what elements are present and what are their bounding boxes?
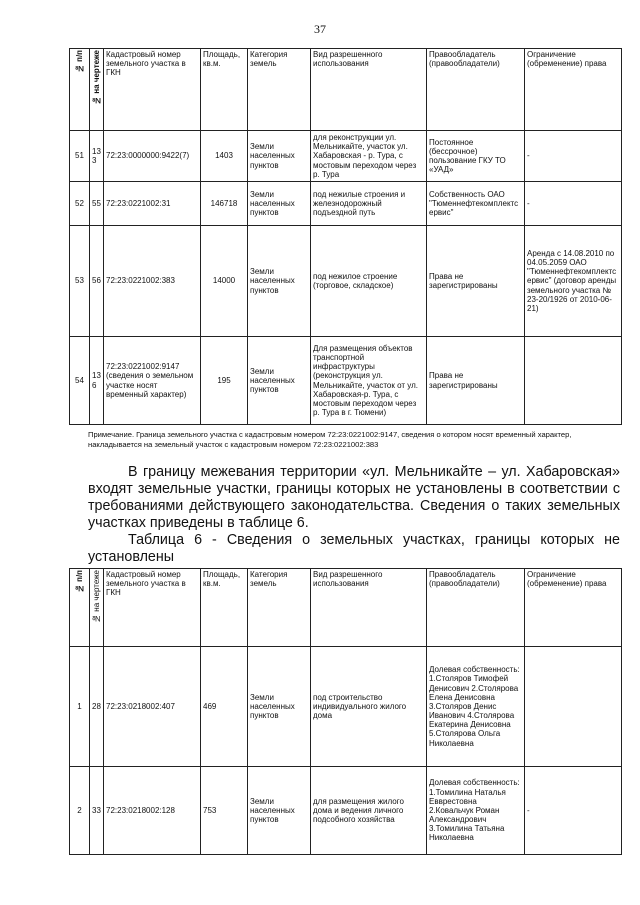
cell-drawing-no: 33	[90, 767, 104, 855]
cell-restriction	[525, 647, 622, 767]
header-num: № п/п	[70, 569, 90, 647]
cell-owner: Долевая собственность: 1.Томилина Наталья Евврестовна 2.Ковальчук Роман Александрович 3.Томилина Татьяна Николаевна	[427, 767, 525, 855]
table-row	[70, 226, 622, 337]
cell-category: Земли населенных пунктов	[248, 182, 311, 226]
cell-owner: Долевая собственность: 1.Столяров Тимофей Денисович 2.Столярова Елена Денисовна 3.Столяров Денис Иванович 4.Столярова Екатерина Денисовна 5.Столярова Ольга Николаевна	[427, 647, 525, 767]
cell-category: Земли населенных пунктов	[248, 647, 311, 767]
cell-restriction: -	[525, 182, 622, 226]
cell-area: 146718	[201, 182, 248, 226]
cell-drawing-no: 56	[90, 226, 104, 337]
cell-num: 54	[70, 337, 90, 425]
header-cadastral: Кадастровый номер земельного участка в ГКН	[104, 569, 201, 647]
cell-cadastral: 72:23:0221002:383	[104, 226, 201, 337]
cell-owner: Права не зарегистрированы	[427, 226, 525, 337]
land-plots-table-5	[69, 48, 622, 425]
cell-num: 51	[70, 131, 90, 182]
cell-drawing-no: 28	[90, 647, 104, 767]
cell-use: под нежилые строения и железнодорожный подъездной путь	[311, 182, 427, 226]
cell-area: 195	[201, 337, 248, 425]
cell-cadastral: 72:23:0218002:128	[104, 767, 201, 855]
cell-cadastral: 72:23:0221002:9147 (сведения о земельном участке носят временный характер)	[104, 337, 201, 425]
cell-restriction: -	[525, 767, 622, 855]
table-caption: Таблица 6 - Сведения о земельных участках, границы которых не установлены	[88, 532, 620, 565]
cell-owner: Постоянное (бессрочное) пользование ГКУ ТО «УАД»	[427, 131, 525, 182]
cell-category: Земли населенных пунктов	[248, 226, 311, 337]
cell-drawing-no: 133	[90, 131, 104, 182]
cell-restriction: -	[525, 131, 622, 182]
table-header-row	[70, 49, 622, 131]
cell-use: под нежилое строение (торговое, складское)	[311, 226, 427, 337]
body-paragraph: В границу межевания территории «ул. Мельникайте – ул. Хабаровская» входят земельные участки, границы которых не установлены в соответствии с требованиями действующего законодательства. Сведения о таких земельных участках приведены в таблице 6.	[88, 464, 620, 531]
header-use: Вид разрешенного использования	[311, 569, 427, 647]
table-row	[70, 182, 622, 226]
cell-owner: Права не зарегистрированы	[427, 337, 525, 425]
header-area: Площадь, кв.м.	[201, 569, 248, 647]
cell-area: 1403	[201, 131, 248, 182]
cell-area: 753	[201, 767, 248, 855]
header-use: Вид разрешенного использования	[311, 49, 427, 131]
cell-drawing-no: 136	[90, 337, 104, 425]
table-row	[70, 767, 622, 855]
table-row	[70, 131, 622, 182]
header-owner: Правообладатель (правообладатели)	[427, 49, 525, 131]
cell-area: 14000	[201, 226, 248, 337]
header-restriction: Ограничение (обременение) права	[525, 49, 622, 131]
cell-category: Земли населенных пунктов	[248, 767, 311, 855]
cell-num: 1	[70, 647, 90, 767]
table-row	[70, 337, 622, 425]
cell-use: для размещения жилого дома и ведения личного подсобного хозяйства	[311, 767, 427, 855]
header-area: Площадь, кв.м.	[201, 49, 248, 131]
cell-category: Земли населенных пунктов	[248, 337, 311, 425]
cell-use: для реконструкции ул. Мельникайте, участок ул. Хабаровская - р. Тура, с мостовым переходом через р. Тура	[311, 131, 427, 182]
header-restriction: Ограничение (обременение) права	[525, 569, 622, 647]
cell-owner: Собственность ОАО "Тюменнефтекомплектсервис"	[427, 182, 525, 226]
table-header-row	[70, 569, 622, 647]
header-num: № п/п	[70, 49, 90, 131]
header-category: Категория земель	[248, 49, 311, 131]
land-plots-table-6	[69, 568, 622, 855]
cell-num: 53	[70, 226, 90, 337]
cell-use: под строительство индивидуального жилого дома	[311, 647, 427, 767]
cell-category: Земли населенных пунктов	[248, 131, 311, 182]
table-note: Примечание. Граница земельного участка с кадастровым номером 72:23:0221002:9147, сведения о котором носят временный характер, накладывается на земельный участок с кадастровым номером 72:23:0221002:383	[88, 430, 572, 450]
cell-cadastral: 72:23:0218002:407	[104, 647, 201, 767]
cell-cadastral: 72:23:0221002:31	[104, 182, 201, 226]
header-owner: Правообладатель (правообладатели)	[427, 569, 525, 647]
page-number: 37	[314, 22, 326, 36]
header-cadastral: Кадастровый номер земельного участка в ГКН	[104, 49, 201, 131]
header-category: Категория земель	[248, 569, 311, 647]
table-row	[70, 647, 622, 767]
cell-use: Для размещения объектов транспортной инфраструктуры (реконструкция ул. Мельникайте, участок от ул. Хабаровская-р. Тура, с мостовым переходом через р. Тура в г. Тюмени)	[311, 337, 427, 425]
cell-drawing-no: 55	[90, 182, 104, 226]
cell-cadastral: 72:23:0000000:9422(7)	[104, 131, 201, 182]
cell-restriction	[525, 337, 622, 425]
header-drawing-no: № на чертеже	[90, 49, 104, 131]
cell-area: 469	[201, 647, 248, 767]
cell-restriction: Аренда с 14.08.2010 по 04.05.2059 ОАО "Тюменнефтекомплектсервис" (договор аренды земельного участка № 23-20/1926 от 2010-06-21)	[525, 226, 622, 337]
cell-num: 2	[70, 767, 90, 855]
header-drawing-no: № на чертеже	[90, 569, 104, 647]
cell-num: 52	[70, 182, 90, 226]
